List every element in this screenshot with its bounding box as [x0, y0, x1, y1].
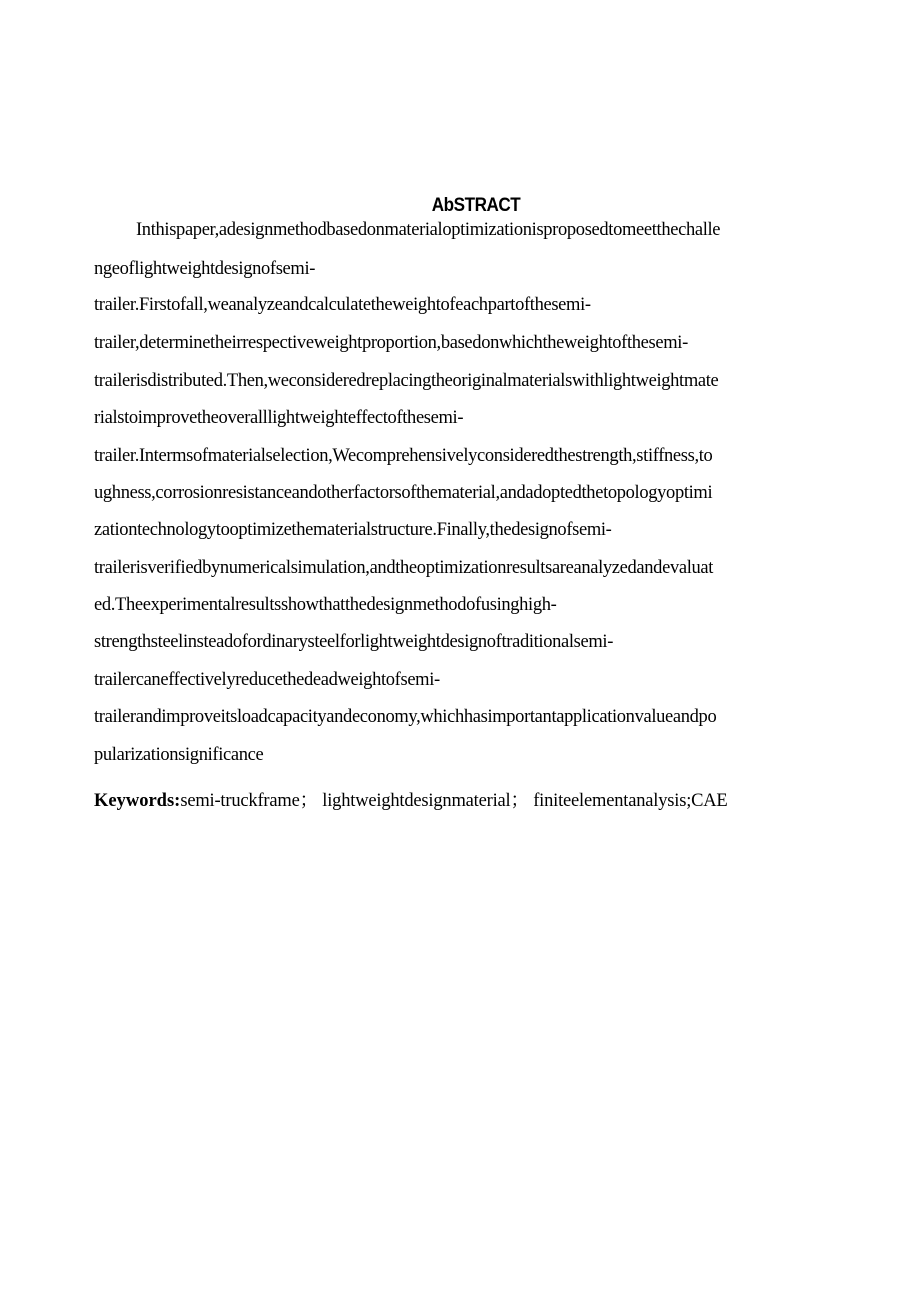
- abstract-line-1: Inthispaper,adesignmethodbasedonmaterialoptimizationisproposedtomeetthechalle: [136, 220, 721, 240]
- abstract-line-11: ed.Theexperimentalresultsshowthatthedesignmethodofusinghigh-: [94, 595, 557, 615]
- abstract-line-5: trailerisdistributed.Then,weconsideredreplacingtheoriginalmaterialswithlightweightmate: [94, 371, 719, 391]
- keywords-label: Keywords:: [94, 791, 181, 811]
- abstract-line-10: trailerisverifiedbynumericalsimulation,andtheoptimizationresultsareanalyzedandevaluat: [94, 558, 714, 578]
- abstract-line-12: strengthsteelinsteadofordinarysteelforlightweightdesignoftraditionalsemi-: [94, 632, 614, 652]
- abstract-line-9: zationtechnologytooptimizethematerialstructure.Finally,thedesignofsemi-: [94, 520, 612, 540]
- abstract-line-2: ngeoflightweightdesignofsemi-: [94, 259, 316, 279]
- abstract-line-15: pularizationsignificance: [94, 745, 264, 765]
- abstract-line-3: trailer.Firstofall,weanalyzeandcalculatetheweightofeachpartofthesemi-: [94, 295, 591, 315]
- abstract-title: AbSTRACT: [431, 195, 521, 216]
- abstract-line-7: trailer.Intermsofmaterialselection,Wecomprehensivelyconsideredthestrength,stiffness,to: [94, 446, 713, 466]
- abstract-line-4: trailer,determinetheirrespectiveweightproportion,basedonwhichtheweightofthesemi-: [94, 333, 688, 353]
- keywords-text: semi-truckframe； lightweightdesignmaterial； finiteelementanalysis;CAE: [180, 791, 728, 811]
- abstract-line-13: trailercaneffectivelyreducethedeadweightofsemi-: [94, 670, 440, 690]
- abstract-line-14: trailerandimproveitsloadcapacityandeconomy,whichhasimportantapplicationvalueandpo: [94, 707, 717, 727]
- abstract-line-6: rialstoimprovetheoveralllightweighteffectofthesemi-: [94, 408, 464, 428]
- abstract-line-8: ughness,corrosionresistanceandotherfactorsofthematerial,andadoptedthetopologyoptimi: [94, 483, 713, 503]
- keywords-line: [94, 789, 728, 813]
